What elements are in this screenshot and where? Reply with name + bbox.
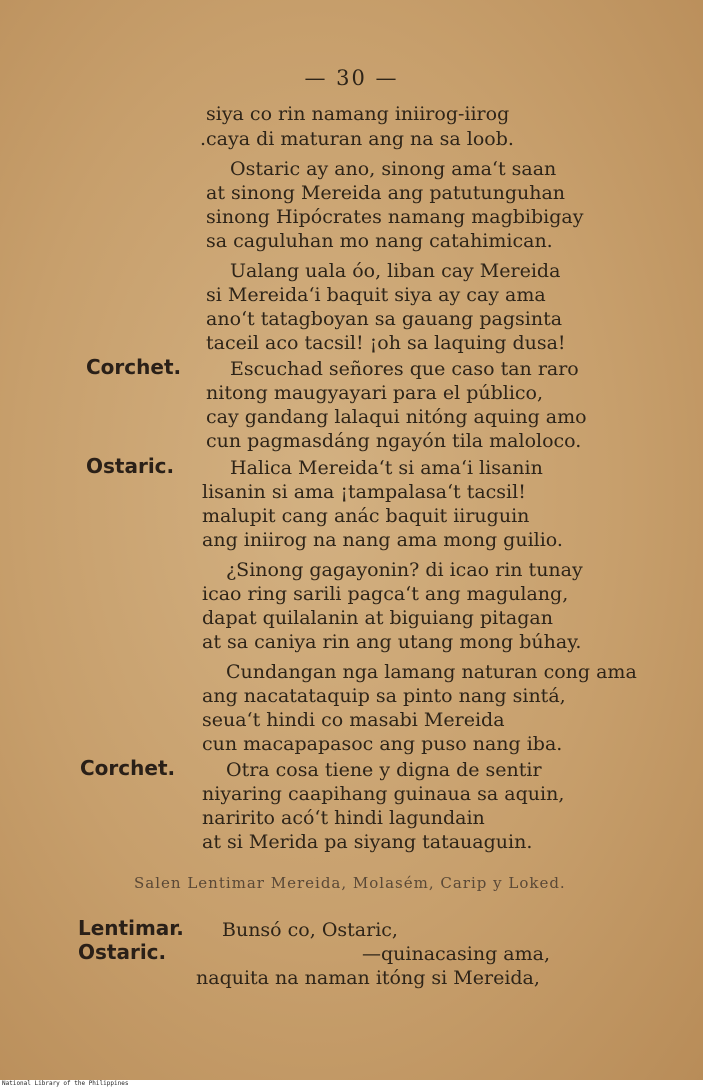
verse-line: Cundangan nga lamang naturan cong ama [226,661,637,683]
verse-line: ano‘t tatagboyan sa gauang pagsinta [206,308,563,330]
verse-line: Ostaric ay ano, sinong ama‘t saan [230,158,557,180]
verse-line: niyaring caapihang guinaua sa aquin, [202,783,565,805]
verse-line: seua‘t hindi co masabi Mereida [202,709,505,731]
verse-line: naquita na naman itóng si Mereida, [196,967,540,989]
verse-line: .caya di maturan ang na sa loob. [200,128,514,150]
verse-line: sa caguluhan mo nang catahimican. [206,230,553,252]
page-number: — 30 — [304,66,399,90]
verse-line: at sinong Mereida ang patutunguhan [206,182,566,204]
verse-line: ¿Sinong gagayonin? di icao rin tunay [226,559,583,581]
verse-line: cun macapapasoc ang puso nang iba. [202,733,563,755]
verse-line: dapat quilalanin at biguiang pitagan [202,607,553,629]
verse-line: Ualang uala óo, liban cay Mereida [230,260,561,282]
library-footer: National Library of the Philippines [0,1080,703,1088]
verse-line: Halica Mereida‘t si ama‘i lisanin [230,457,543,479]
verse-line: cay gandang lalaqui nitóng aquing amo [206,406,587,428]
verse-line: icao ring sarili pagca‘t ang magulang, [202,583,569,605]
verse-line: at si Merida pa siyang tatauaguin. [202,831,533,853]
speaker-name: Ostaric. [78,940,167,964]
speaker-name: Lentimar. [78,916,184,940]
verse-line: Otra cosa tiene y digna de sentir [226,759,542,781]
verse-line: si Mereida‘i baquit siya ay cay ama [206,284,546,306]
speaker-name: Corchet. [80,756,176,780]
verse-line: Bunsó co, Ostaric, [222,919,398,941]
verse-line: cun pagmasdáng ngayón tila maloloco. [206,430,582,452]
verse-line: at sa caniya rin ang utang mong búhay. [202,631,582,653]
stage-direction: Salen Lentimar Mereida, Molasém, Carip y Loked. [134,874,566,892]
verse-line: taceil aco tacsil! ¡oh sa laquing dusa! [206,332,566,354]
verse-line: Escuchad señores que caso tan raro [230,358,579,380]
verse-line: naririto acó‘t hindi lagundain [202,807,485,829]
verse-line: sinong Hipócrates namang magbibigay [206,206,584,228]
verse-line: ang iniirog na nang ama mong guilio. [202,529,563,551]
verse-line: lisanin si ama ¡tampalasa‘t tacsil! [202,481,526,503]
verse-line: malupit cang anác baquit iiruguin [202,505,530,527]
verse-line: nitong maugyayari para el público, [206,382,544,404]
speaker-name: Ostaric. [86,454,175,478]
verse-line: siya co rin namang iniirog-iirog [206,103,510,125]
verse-line: —quinacasing ama, [362,943,550,965]
verse-line: ang nacatataquip sa pinto nang sintá, [202,685,566,707]
speaker-name: Corchet. [86,355,182,379]
